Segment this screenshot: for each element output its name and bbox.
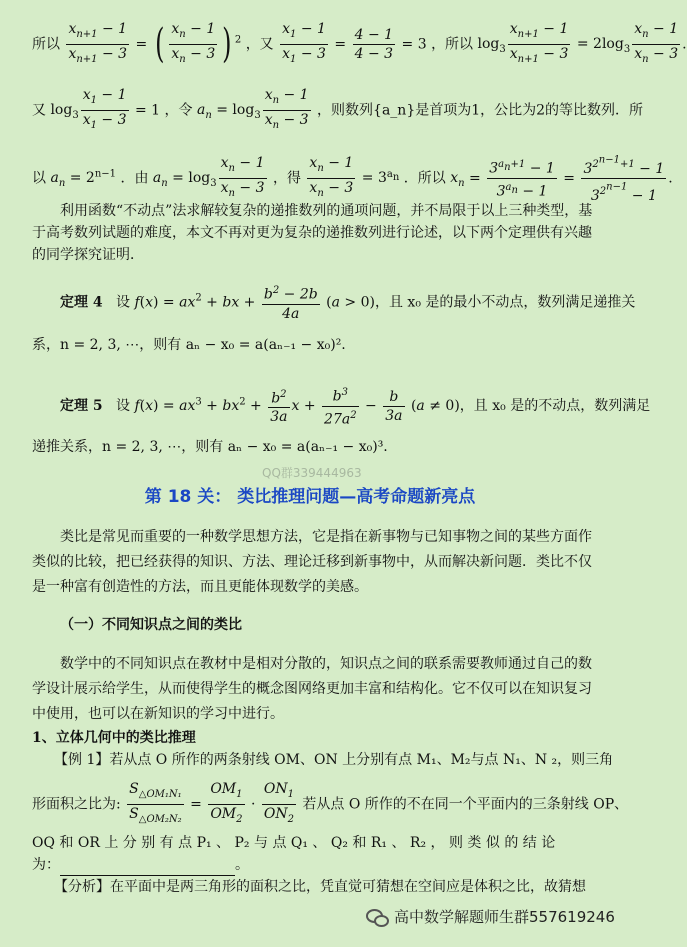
subsection-heading: （一）不同知识点之间的类比: [60, 617, 242, 633]
paragraph-3: 的同学探究证明．: [32, 247, 144, 263]
section-paragraph-5: 学设计展示给学生，从而使得学生的概念图网络更加丰富和结构化。它不仅可以在知识复习: [32, 681, 592, 697]
theorem-4: 定理 4 设 $f(x) = ax^2$ + bx + $\frac{b^2 - 2b}{4a}$ (a > 0)，且 x₀ 是的最小不动点，数列满足递推关: [60, 282, 600, 323]
example-1-line-3: OQ 和 OR 上 分 别 有 点 P₁ 、 P₂ 与 点 Q₁ 、 Q₂ 和 R₁ 、 R₂ ， 则 类 似 的 结 论: [32, 835, 556, 851]
formula-line-3: 以 $a_n = 2^{n-1}$ ．由 $a_n = \log_3$ $\frac{x_n - 1}{x_n - 3}$ ，得 $\frac{x_n - 1}{x_n - 3}$ = $3^{a_n}$ ．所以 $x_n$ = $\frac{3^{a_n+1} - 1}{3^{a_n} - 1}$ = $\frac{3^{2^{n-1}+1} - 1}{3^{2^{n-1}} - 1}$ .: [32, 152, 600, 205]
answer-blank[interactable]: [60, 861, 235, 876]
section-title: 第 18 关： 类比推理问题—高考命题新亮点: [144, 487, 476, 507]
formula-line-1: 所以 $\frac{x_{n+1} - 1}{x_{n+1} - 3}$ = ( $\frac{x_n - 1}{x_n - 3}$ ) $^2$ ，又 $\frac{x_1 - 1}{x_1 - 3}$ = $\frac{4 - 1}{4 - 3}$ = 3 ，所以 $\log_3$ $\frac{x_{n+1} - 1}{x_{n+1} - 3}$ = $2\log_3$ $\frac{x_n - 1}{x_n - 3}$ .: [32, 21, 687, 68]
footer-watermark: [366, 906, 615, 927]
paragraph-2: 于高考数列试题的难度，本文不再对更为复杂的递推数列进行论述，以下两个定理供有兴趣: [32, 225, 592, 241]
section-paragraph-3: 是一种富有创造性的方法，而且更能体现数学的美感。: [32, 579, 368, 595]
theorem-5: 定理 5 设 $f(x) = ax^3 + bx^2$ + $\frac{b^2}{3a}$ x + $\frac{b^3}{27a^2}$ − $\frac{b}{3a}$ (a ≠ 0)，且 x₀ 是的不动点，数列满足: [60, 384, 600, 428]
paragraph-1: 利用函数“不动点”法求解较复杂的递推数列的通项问题，并不局限于以上三种类型，基: [60, 203, 593, 219]
wechat-icon: [366, 908, 388, 926]
theorem-5-line-2: 递推关系，n = 2, 3, ⋯，则有 aₙ − x₀ = a(aₙ₋₁ − x₀)³.: [32, 439, 388, 455]
section-paragraph-6: 中使用，也可以在新知识的学习中进行。: [32, 706, 284, 722]
section-paragraph-4: 数学中的不同知识点在教材中是相对分散的，知识点之间的联系需要教师通过自己的数: [60, 656, 592, 672]
analysis-line: 【分析】在平面中是两三角形的面积之比，凭直觉可猜想在空间应是体积之比，故猜想: [54, 879, 586, 895]
example-1-line-1: 【例 1】若从点 O 所作的两条射线 OM、ON 上分别有点 M₁、M₂与点 N₁、N ₂，则三角: [54, 752, 614, 768]
theorem-4-line-2: 系，n = 2, 3, ⋯，则有 aₙ − x₀ = a(aₙ₋₁ − x₀)².: [32, 337, 346, 353]
section-paragraph-1: 类比是常见而重要的一种数学思想方法，它是指在新事物与已知事物之间的某些方面作: [60, 529, 592, 545]
example-1-line-2: 形面积之比为: $\frac{S_{\triangle OM_1N_1}}{S_{\triangle OM_2N_2}}$ = $\frac{OM_1}{OM_2}$ · $\frac{ON_1}{ON_2}$ 若从点 O 所作的不在同一个平面内的三条射线 OP、: [32, 781, 629, 825]
formula-line-2: 又 $\log_3$ $\frac{x_1 - 1}{x_1 - 3}$ = 1 ，令 $a_n = \log_3$ $\frac{x_n - 1}{x_n - 3}$ ，则数列{a_n}是首项为1，公比为2的等比数列．所: [32, 87, 644, 131]
footer-text: 高中数学解题师生群557619246: [394, 908, 615, 926]
topic-heading: 1、立体几何中的类比推理: [32, 730, 196, 746]
watermark: QQ群339444963: [262, 466, 362, 480]
section-paragraph-2: 类似的比较，把已经获得的知识、方法、理论迁移到新事物中，从而解决新问题．类比不仅: [32, 554, 592, 570]
example-1-line-4: 为： 。: [32, 854, 600, 876]
